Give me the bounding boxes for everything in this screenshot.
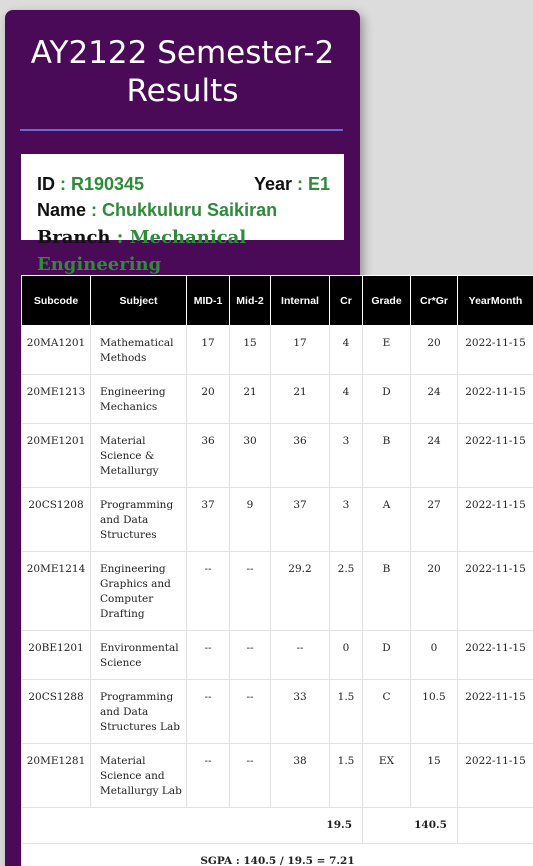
cell-subcode: 20MA1201 (22, 326, 91, 375)
cell-cr: 3 (330, 424, 363, 488)
cell-subcode: 20ME1214 (22, 552, 91, 631)
cell-grade: E (363, 326, 411, 375)
id-label: ID (37, 174, 55, 194)
table-row (22, 488, 533, 552)
column-header-internal: Internal (271, 276, 330, 326)
cell-internal: 29.2 (271, 552, 330, 631)
cell-mid1: 20 (187, 375, 230, 424)
page-title: AY2122 Semester-2 Results (30, 35, 335, 109)
cell-grade: D (363, 631, 411, 680)
cell-crgr: 0 (411, 631, 458, 680)
branch-value: Mechanical Engineering (37, 227, 247, 275)
cell-subject: Environmental Science (91, 631, 187, 680)
cell-subject: Material Science & Metallurgy (91, 424, 187, 488)
cell-yearmonth: 2022-11-15 (458, 744, 533, 808)
table-row (22, 680, 533, 744)
cell-grade: C (363, 680, 411, 744)
cell-mid2: 15 (230, 326, 271, 375)
name-label: Name (37, 200, 87, 220)
cell-mid2: -- (230, 552, 271, 631)
cell-subcode: 20ME1213 (22, 375, 91, 424)
table-row (22, 552, 533, 631)
cell-subject: Engineering Mechanics (91, 375, 187, 424)
cell-crgr: 27 (411, 488, 458, 552)
cell-crgr: 20 (411, 552, 458, 631)
cell-internal: 37 (271, 488, 330, 552)
cell-yearmonth: 2022-11-15 (458, 680, 533, 744)
cell-cr: 4 (330, 326, 363, 375)
cell-subject: Programming and Data Structures Lab (91, 680, 187, 744)
cell-mid2: 9 (230, 488, 271, 552)
id-value: R190345 (71, 174, 145, 194)
cell-internal: 36 (271, 424, 330, 488)
cell-subcode: 20CS1208 (22, 488, 91, 552)
cell-crgr: 10.5 (411, 680, 458, 744)
cell-internal: 17 (271, 326, 330, 375)
cell-crgr: 24 (411, 424, 458, 488)
cell-grade: A (363, 488, 411, 552)
column-header-mid1: MID-1 (187, 276, 230, 326)
column-header-cr: Cr (330, 276, 363, 326)
sgpa-row (22, 844, 533, 866)
table-header-row (22, 276, 533, 326)
total-credits: 19.5 (22, 808, 363, 844)
year-value: E1 (308, 174, 331, 194)
cell-subcode: 20BE1201 (22, 631, 91, 680)
column-header-yearmonth: YearMonth (458, 276, 533, 326)
name-value: Chukkuluru Saikiran (102, 200, 278, 220)
cell-mid1: -- (187, 552, 230, 631)
column-header-crgr: Cr*Gr (411, 276, 458, 326)
cell-mid1: 36 (187, 424, 230, 488)
column-header-subject: Subject (91, 276, 187, 326)
cell-grade: B (363, 424, 411, 488)
cell-crgr: 20 (411, 326, 458, 375)
cell-internal: 33 (271, 680, 330, 744)
totals-empty-cell (458, 808, 533, 844)
cell-crgr: 15 (411, 744, 458, 808)
student-year: Year : E1 (254, 174, 331, 194)
cell-cr: 1.5 (330, 680, 363, 744)
column-header-grade: Grade (363, 276, 411, 326)
title-divider (20, 129, 343, 131)
cell-mid1: 17 (187, 326, 230, 375)
cell-subject: Programming and Data Structures (91, 488, 187, 552)
total-crgr: 140.5 (363, 808, 458, 844)
cell-yearmonth: 2022-11-15 (458, 326, 533, 375)
student-id: ID : R190345 (37, 174, 145, 194)
cell-mid2: -- (230, 631, 271, 680)
cell-yearmonth: 2022-11-15 (458, 375, 533, 424)
cell-cr: 1.5 (330, 744, 363, 808)
cell-subcode: 20CS1288 (22, 680, 91, 744)
sgpa-value: SGPA : 140.5 / 19.5 = 7.21 (22, 844, 533, 866)
cell-cr: 2.5 (330, 552, 363, 631)
table-row (22, 424, 533, 488)
cell-yearmonth: 2022-11-15 (458, 488, 533, 552)
cell-cr: 3 (330, 488, 363, 552)
cell-grade: EX (363, 744, 411, 808)
year-label: Year (254, 174, 293, 194)
student-name: Name : Chukkuluru Saikiran (37, 200, 278, 220)
cell-mid2: -- (230, 744, 271, 808)
cell-subject: Mathematical Methods (91, 326, 187, 375)
cell-internal: 38 (271, 744, 330, 808)
cell-cr: 4 (330, 375, 363, 424)
cell-mid1: -- (187, 744, 230, 808)
cell-internal: -- (271, 631, 330, 680)
table-row (22, 326, 533, 375)
column-header-subcode: Subcode (22, 276, 91, 326)
cell-yearmonth: 2022-11-15 (458, 424, 533, 488)
cell-subcode: 20ME1281 (22, 744, 91, 808)
cell-mid1: -- (187, 680, 230, 744)
table-row (22, 744, 533, 808)
cell-mid1: 37 (187, 488, 230, 552)
results-table-container (21, 275, 533, 866)
branch-label: Branch (37, 227, 111, 248)
cell-mid2: 30 (230, 424, 271, 488)
cell-internal: 21 (271, 375, 330, 424)
student-branch: Branch : Mechanical Engineering (37, 227, 247, 275)
column-header-mid2: Mid-2 (230, 276, 271, 326)
cell-grade: B (363, 552, 411, 631)
cell-yearmonth: 2022-11-15 (458, 631, 533, 680)
cell-mid2: -- (230, 680, 271, 744)
cell-subject: Engineering Graphics and Computer Drafting (91, 552, 187, 631)
cell-grade: D (363, 375, 411, 424)
cell-crgr: 24 (411, 375, 458, 424)
cell-subject: Material Science and Metallurgy Lab (91, 744, 187, 808)
table-row (22, 631, 533, 680)
cell-mid2: 21 (230, 375, 271, 424)
totals-row (22, 808, 533, 844)
table-row (22, 375, 533, 424)
cell-cr: 0 (330, 631, 363, 680)
cell-mid1: -- (187, 631, 230, 680)
results-table (21, 275, 533, 866)
cell-yearmonth: 2022-11-15 (458, 552, 533, 631)
cell-subcode: 20ME1201 (22, 424, 91, 488)
